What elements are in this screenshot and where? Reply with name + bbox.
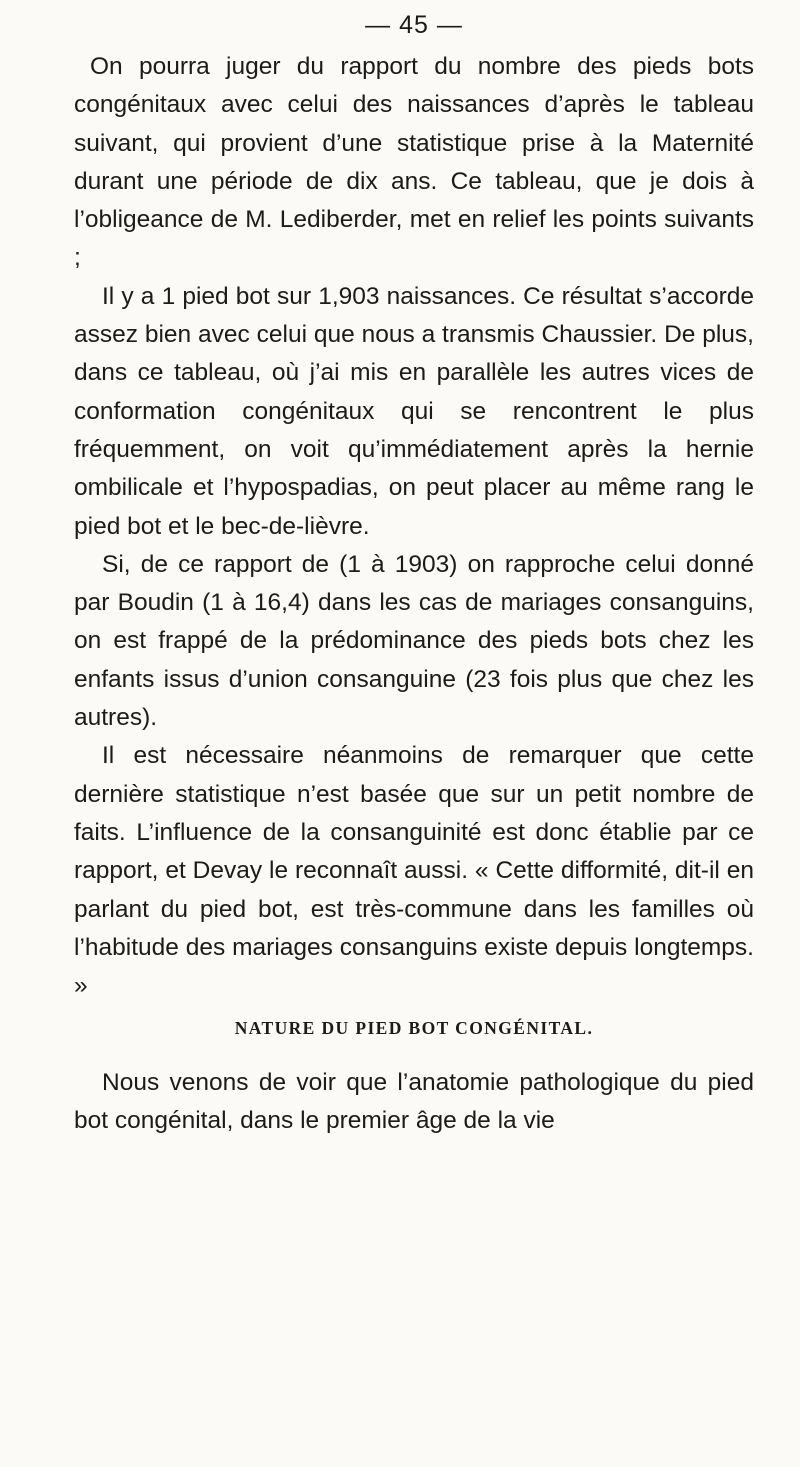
- section-heading: NATURE DU PIED BOT CONGÉNITAL.: [234, 1018, 594, 1038]
- section-body: [74, 1064, 754, 1141]
- page-number: — 45 —: [365, 11, 463, 39]
- paragraph-4: Il est nécessaire néanmoins de remarquer que cette dernière statistique n’est basée que sur un petit nombre de faits. L’influence de la consanguinité est donc établie par ce rapport, et Devay le reconnaît aussi. « Cette difformité, dit-il en parlant du pied bot, est très-commune dans les familles où l’habitude des mariages consanguins existe depuis longtemps. »: [74, 742, 754, 1000]
- book-page: [74, 0, 754, 1467]
- paragraph-2: Il y a 1 pied bot sur 1,903 naissances. Ce résultat s’accorde assez bien avec celui que nous a transmis Chaussier. De plus, dans ce tableau, où j’ai mis en parallèle les autres vices de conformation congénitaux qui se rencontrent le plus fréquemment, on voit qu’immédiatement après la hernie ombilicale et l’hypospadias, on peut placer au même rang le pied bot et le bec-de-lièvre.: [74, 282, 754, 540]
- paragraph-1: On pourra juger du rapport du nombre des pieds bots congénitaux avec celui des naissances d’après le tableau suivant, qui provient d’une statistique prise à la Maternité durant une période de dix ans. Ce tableau, que je dois à l’obligeance de M. Lediberder, met en relief les points suivants ;: [74, 53, 754, 272]
- paragraph-5: Nous venons de voir que l’anatomie pathologique du pied bot congénital, dans le premier âge de la vie: [74, 1069, 754, 1135]
- paragraph-3: Si, de ce rapport de (1 à 1903) on rapproche celui donné par Boudin (1 à 16,4) dans les cas de mariages consanguins, on est frappé de la prédominance des pieds bots chez les enfants issus d’union consanguine (23 fois plus que chez les autres).: [74, 550, 754, 732]
- body-text: [74, 48, 754, 1005]
